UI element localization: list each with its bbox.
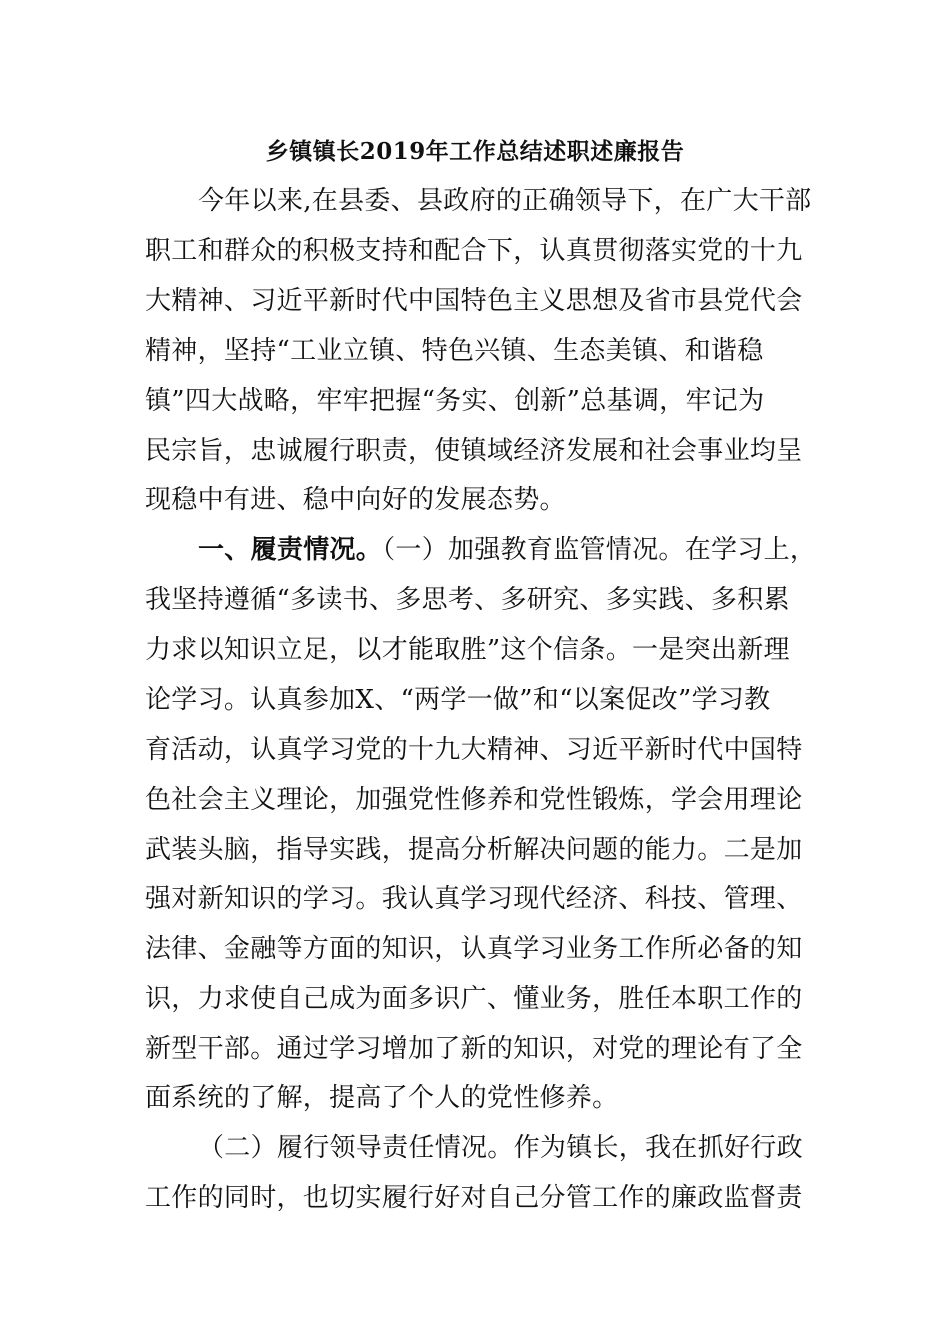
section-heading: 一、履责情况。 — [198, 535, 383, 565]
paragraph-line: 新型干部。通过学习增加了新的知识，对党的理论有了全 — [145, 1034, 803, 1064]
paragraph-line: 强对新知识的学习。我认真学习现代经济、科技、管理、 — [145, 884, 803, 914]
section-line — [198, 525, 863, 575]
paragraph-line: 识，力求使自己成为面多识广、懂业务，胜任本职工作的 — [145, 984, 803, 1014]
section-line-text: （一）加强教育监管情况。在学习上， — [382, 535, 817, 565]
paragraph-line: 育活动，认真学习党的十九大精神、习近平新时代中国特 — [145, 735, 803, 765]
paragraph-line: 精神，坚持“工业立镇、特色兴镇、生态美镇、和谐稳 — [145, 336, 764, 366]
document-title: 乡镇镇长2019年工作总结述职述廉报告 — [265, 138, 685, 165]
paragraph-line: （二）履行领导责任情况。作为镇长，我在抓好行政 — [198, 1133, 803, 1163]
paragraph-line: 民宗旨，忠诚履行职责，使镇域经济发展和社会事业均呈 — [145, 436, 803, 466]
paragraph-line: 职工和群众的积极支持和配合下，认真贯彻落实党的十九 — [145, 236, 803, 266]
paragraph-line: 法律、金融等方面的知识，认真学习业务工作所必备的知 — [145, 934, 803, 964]
paragraph-line: 力求以知识立足，以才能取胜”这个信条。一是突出新理 — [145, 635, 790, 665]
paragraph-line: 今年以来,在县委、县政府的正确领导下，在广大干部 — [198, 186, 812, 216]
paragraph-line: 大精神、习近平新时代中国特色主义思想及省市县党代会 — [145, 286, 803, 316]
paragraph-line: 面系统的了解，提高了个人的党性修养。 — [145, 1083, 619, 1113]
paragraph-line: 论学习。认真参加X、“两学一做”和“以案促改”学习教 — [145, 685, 771, 715]
paragraph-line: 色社会主义理论，加强党性修养和党性锻炼，学会用理论 — [145, 785, 803, 815]
paragraph-line: 镇”四大战略，牢牢把握“务实、创新”总基调，牢记为 — [145, 386, 765, 416]
paragraph-line: 工作的同时，也切实履行好对自己分管工作的廉政监督责 — [145, 1183, 803, 1213]
paragraph-line: 我坚持遵循“多读书、多思考、多研究、多实践、多积累 — [145, 585, 790, 615]
paragraph-line: 现稳中有进、稳中向好的发展态势。 — [145, 485, 566, 515]
paragraph-line: 武装头脑，指导实践，提高分析解决问题的能力。二是加 — [145, 835, 803, 865]
